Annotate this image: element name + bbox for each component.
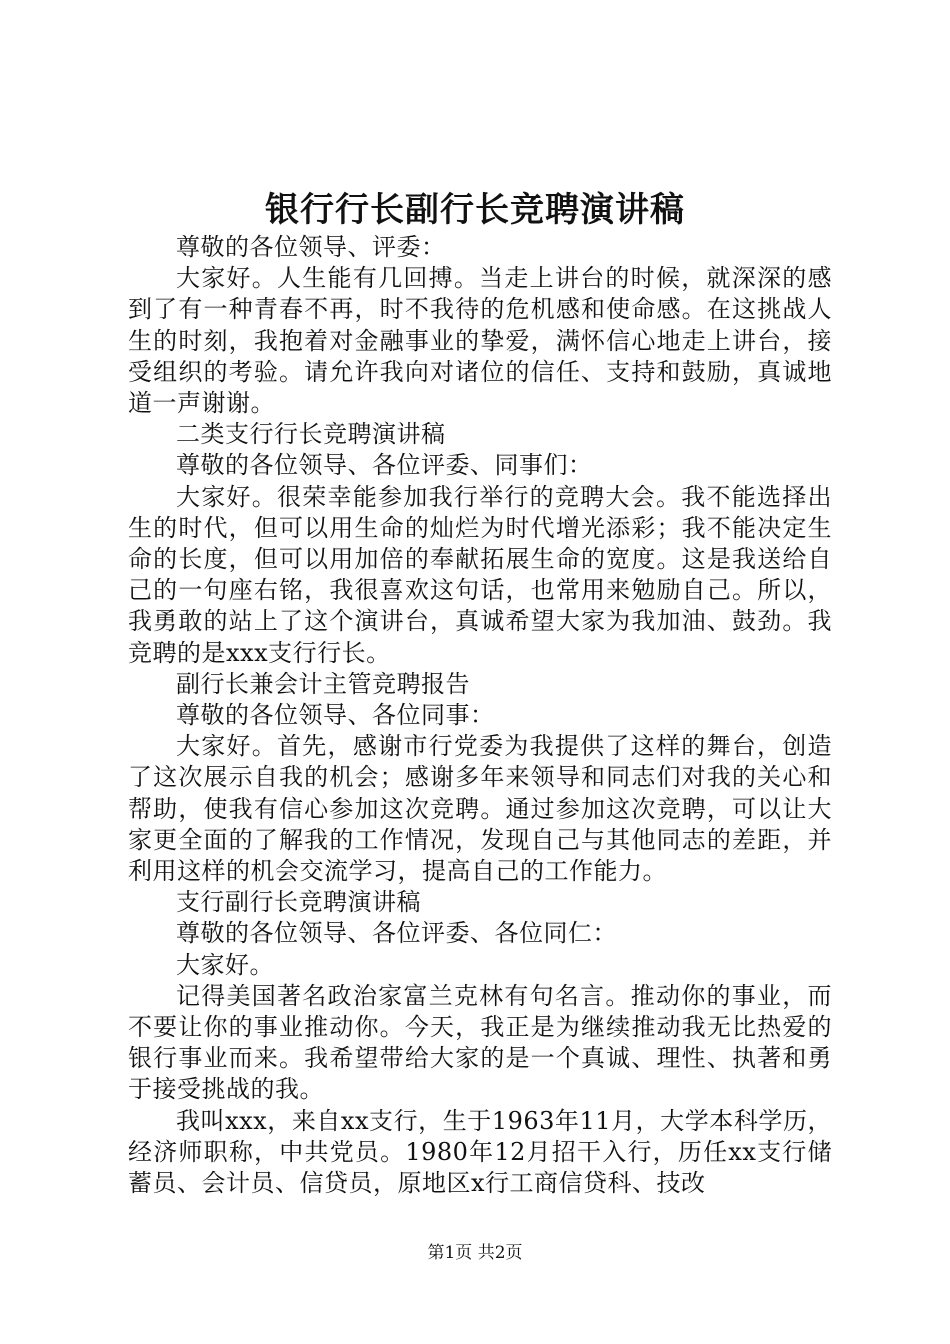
section-heading: 二类支行行长竞聘演讲稿 [176, 420, 446, 449]
greeting-paragraph: 大家好。 [176, 950, 274, 979]
body-paragraph: 大家好。很荣幸能参加我行举行的竞聘大会。我不能选择出生的时代，但可以用生命的灿烂为时代增光添彩；我不能决定生命的长度，但可以用加倍的奉献拓展生命的宽度。这是我送给自己的一句座右铭，我很喜欢这句话，也常用来勉励自己。所以，我勇敢的站上了这个演讲台，真诚希望大家为我加油、鼓劲。我竞聘的是xxx支行行长。 [128, 482, 832, 667]
document-title: 银行行长副行长竞聘演讲稿 [265, 190, 685, 230]
page-footer: 第1页 共2页 [427, 1243, 523, 1263]
body-paragraph: 记得美国著名政治家富兰克林有句名言。推动你的事业，而不要让你的事业推动你。今天，我正是为继续推动我无比热爱的银行事业而来。我希望带给大家的是一个真诚、理性、执著和勇于接受挑战的我。 [128, 981, 832, 1104]
salutation-paragraph: 尊敬的各位领导、各位评委、同事们： [176, 451, 593, 480]
body-paragraph: 大家好。首先，感谢市行党委为我提供了这样的舞台，创造了这次展示自我的机会；感谢多年来领导和同志们对我的关心和帮助，使我有信心参加这次竞聘。通过参加这次竞聘，可以让大家更全面的了解我的工作情况，发现自己与其他同志的差距，并利用这样的机会交流学习，提高自己的工作能力。 [128, 732, 832, 886]
document-body [128, 232, 832, 1199]
salutation-paragraph: 尊敬的各位领导、各位同事： [176, 701, 495, 730]
body-paragraph: 我叫xxx，来自xx支行，生于1963年11月，大学本科学历，经济师职称，中共党员。1980年12月招干入行，历任xx支行储蓄员、会计员、信贷员，原地区x行工商信贷科、技改 [128, 1106, 832, 1198]
salutation-paragraph: 尊敬的各位领导、评委： [176, 233, 446, 261]
section-heading: 支行副行长竞聘演讲稿 [176, 888, 421, 917]
salutation-paragraph: 尊敬的各位领导、各位评委、各位同仁： [176, 919, 617, 948]
section-heading: 副行长兼会计主管竞聘报告 [176, 669, 470, 698]
body-paragraph: 大家好。人生能有几回搏。当走上讲台的时候，就深深的感到了有一种青春不再，时不我待的危机感和使命感。在这挑战人生的时刻，我抱着对金融事业的挚爱，满怀信心地走上讲台，接受组织的考验。请允许我向对诸位的信任、支持和鼓励，真诚地道一声谢谢。 [128, 264, 832, 418]
